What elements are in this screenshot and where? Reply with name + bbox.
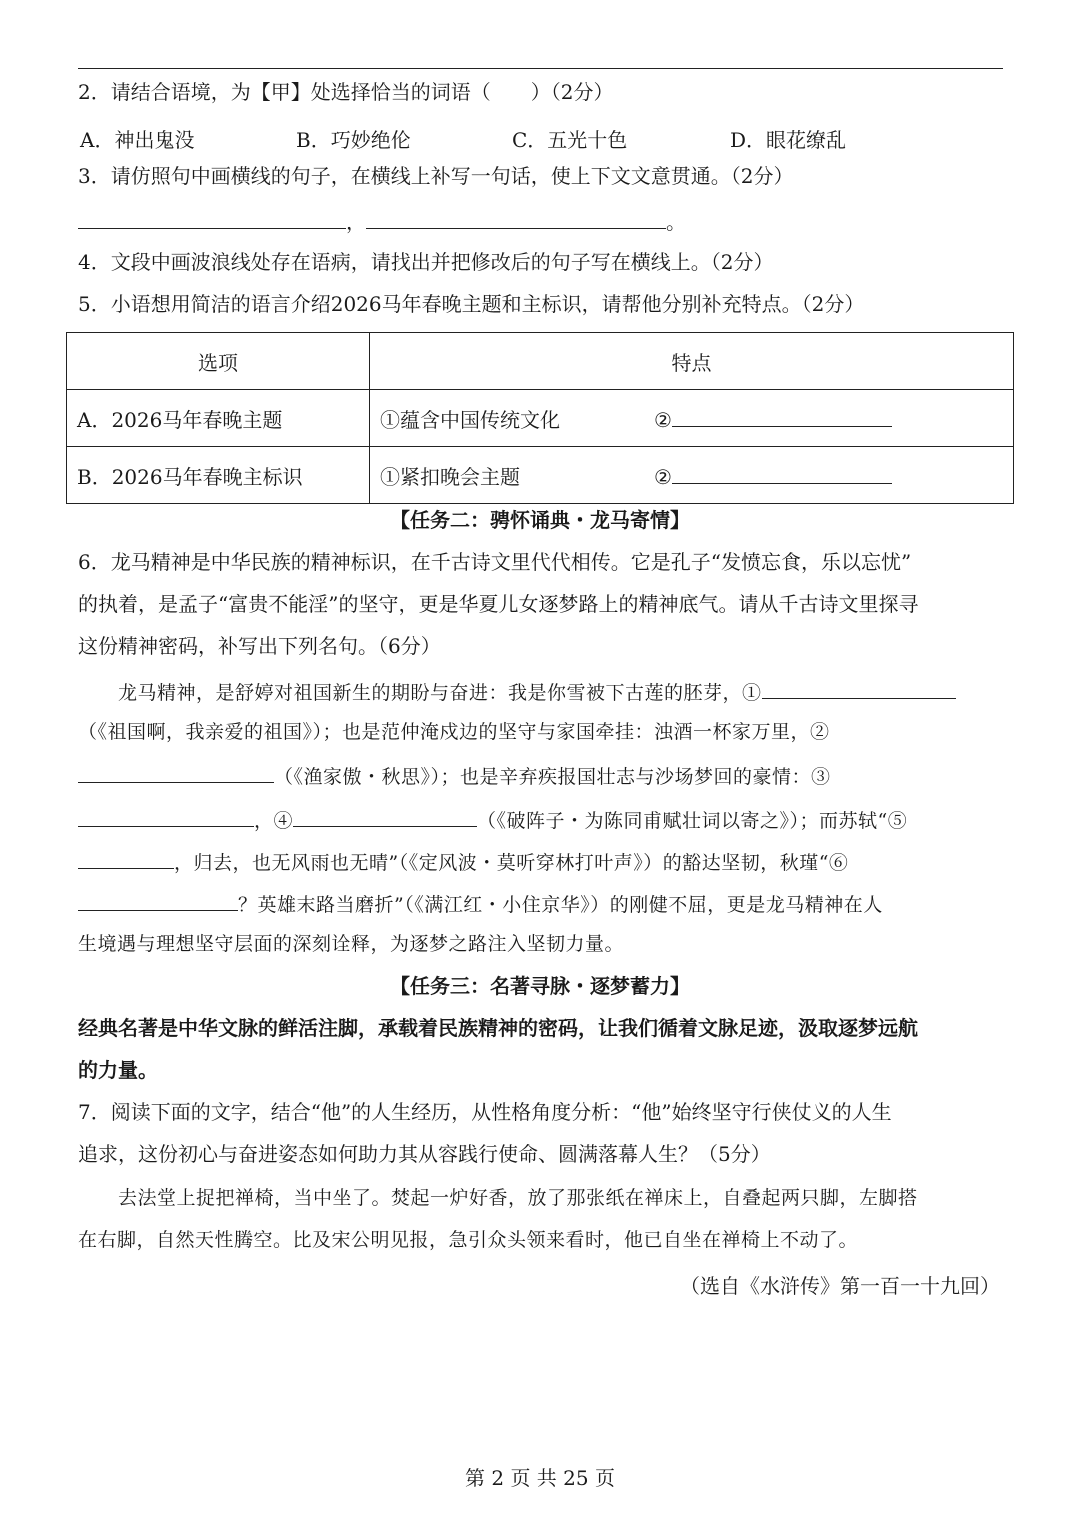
q6-stem-line1: 6．龙马精神是中华民族的精神标识，在千古诗文里代代相传。它是孔子“发愤忘食，乐以忘忧” xyxy=(78,550,912,574)
q2-option-b: B．巧妙绝伦 xyxy=(296,128,411,152)
q7-excerpt-line1: 去法堂上捉把禅椅，当中坐了。焚起一炉好香，放了那张纸在禅床上，自叠起两只脚，左脚搭 xyxy=(118,1187,918,1209)
q2-option-c: C．五光十色 xyxy=(512,128,628,152)
q7-stem-line1: 7．阅读下面的文字，结合“他”的人生经历，从性格角度分析：“他”始终坚守行侠仗义的人生 xyxy=(78,1100,892,1124)
q3-stem: 3．请仿照句中画横线的句子，在横线上补写一句话，使上下文文意贯通。（2分） xyxy=(78,164,794,188)
q2-option-a: A．神出鬼没 xyxy=(80,128,195,152)
q3-comma: ， xyxy=(346,210,366,234)
row-b-feature xyxy=(370,447,1014,504)
table-row xyxy=(67,390,1014,447)
header-option: 选项 xyxy=(67,333,370,390)
row-a-blank[interactable] xyxy=(672,406,892,427)
q6-blank-4[interactable] xyxy=(293,806,477,827)
row-b-point1: ①紧扣晚会主题 xyxy=(380,464,520,489)
q6-blank-6[interactable] xyxy=(78,890,238,911)
table-header-row xyxy=(67,333,1014,390)
q6-blank-5[interactable] xyxy=(78,848,174,869)
header-feature: 特点 xyxy=(370,333,1014,390)
q6-blank-3[interactable] xyxy=(78,806,254,827)
row-b-blank[interactable] xyxy=(672,463,892,484)
q6-passage-line6 xyxy=(78,890,883,917)
q6-passage-text: （《破阵子・为陈同甫赋壮词以寄之》）；而苏轼“⑤ xyxy=(477,810,908,832)
q2-stem: 2．请结合语境，为【甲】处选择恰当的词语（ ）（2分） xyxy=(78,80,614,104)
q5-table xyxy=(66,332,1014,504)
q6-passage-text: ？英雄末路当磨折”（《满江红・小住京华》）的刚健不屈，更是龙马精神在人 xyxy=(238,894,883,916)
q7-excerpt-line2: 在右脚，自然天性腾空。比及宋公明见报，急引众头领来看时，他已自坐在禅椅上不动了。 xyxy=(78,1229,859,1251)
q6-blank-1[interactable] xyxy=(762,678,956,699)
q3-blank-1[interactable] xyxy=(78,208,346,229)
q6-passage-line2: （《祖国啊，我亲爱的祖国》）；也是范仲淹戍边的坚守与家国牵挂：浊酒一杯家万里，② xyxy=(78,721,830,743)
table-row xyxy=(67,447,1014,504)
page-number: 第 2 页 共 25 页 xyxy=(465,1466,615,1490)
q6-passage-line7: 生境遇与理想坚守层面的深刻诠释，为逐梦之路注入坚韧力量。 xyxy=(78,933,625,955)
q6-stem-line3: 这份精神密码，补写出下列名句。（6分） xyxy=(78,634,441,658)
row-b-option: B．2026马年春晚主标识 xyxy=(67,447,370,504)
top-divider xyxy=(78,68,1003,69)
task3-intro-line2: 的力量。 xyxy=(78,1058,158,1082)
row-a-point2: ② xyxy=(654,407,672,432)
row-a-option: A．2026马年春晚主题 xyxy=(67,390,370,447)
task3-heading: 【任务三：名著寻脉・逐梦蓄力】 xyxy=(390,974,690,998)
q4-stem: 4．文段中画波浪线处存在语病，请找出并把修改后的句子写在横线上。（2分） xyxy=(78,250,774,274)
q3-blank-2[interactable] xyxy=(366,208,666,229)
task2-heading: 【任务二：骋怀诵典・龙马寄情】 xyxy=(390,508,690,532)
q3-answer-line xyxy=(78,208,686,234)
q6-blank-2[interactable] xyxy=(78,762,274,783)
q6-passage-line5 xyxy=(78,848,848,875)
q6-stem-line2: 的执着，是孟子“富贵不能淫”的坚守，更是华夏儿女逐梦路上的精神底气。请从千古诗文里探寻 xyxy=(78,592,919,616)
q7-stem-line2: 追求，这份初心与奋进姿态如何助力其从容践行使命、圆满落幕人生？（5分） xyxy=(78,1142,771,1166)
q6-passage-line1 xyxy=(118,678,956,705)
q6-passage-text: 龙马精神，是舒婷对祖国新生的期盼与奋进：我是你雪被下古莲的胚芽，① xyxy=(118,682,762,704)
row-a-feature xyxy=(370,390,1014,447)
row-b-point2: ② xyxy=(654,464,672,489)
q6-passage-text: ，④ xyxy=(254,810,294,832)
q3-period: 。 xyxy=(666,210,686,234)
q6-passage-text: ，归去，也无风雨也无晴”（《定风波・莫听穿林打叶声》）的豁达坚韧，秋瑾“⑥ xyxy=(174,852,849,874)
q6-passage-line4 xyxy=(78,806,907,833)
task3-intro-line1: 经典名著是中华文脉的鲜活注脚，承载着民族精神的密码，让我们循着文脉足迹，汲取逐梦远航 xyxy=(78,1016,918,1040)
q2-option-d: D．眼花缭乱 xyxy=(730,128,847,152)
q7-source: （选自《水浒传》第一百一十九回） xyxy=(680,1274,1000,1298)
q6-passage-text: （《渔家傲・秋思》）；也是辛弃疾报国壮志与沙场梦回的豪情：③ xyxy=(274,766,831,788)
q6-passage-line3 xyxy=(78,762,831,789)
row-a-point1: ①蕴含中国传统文化 xyxy=(380,407,560,432)
q5-stem: 5．小语想用简洁的语言介绍2026马年春晚主题和主标识，请帮他分别补充特点。（2分） xyxy=(78,292,865,316)
